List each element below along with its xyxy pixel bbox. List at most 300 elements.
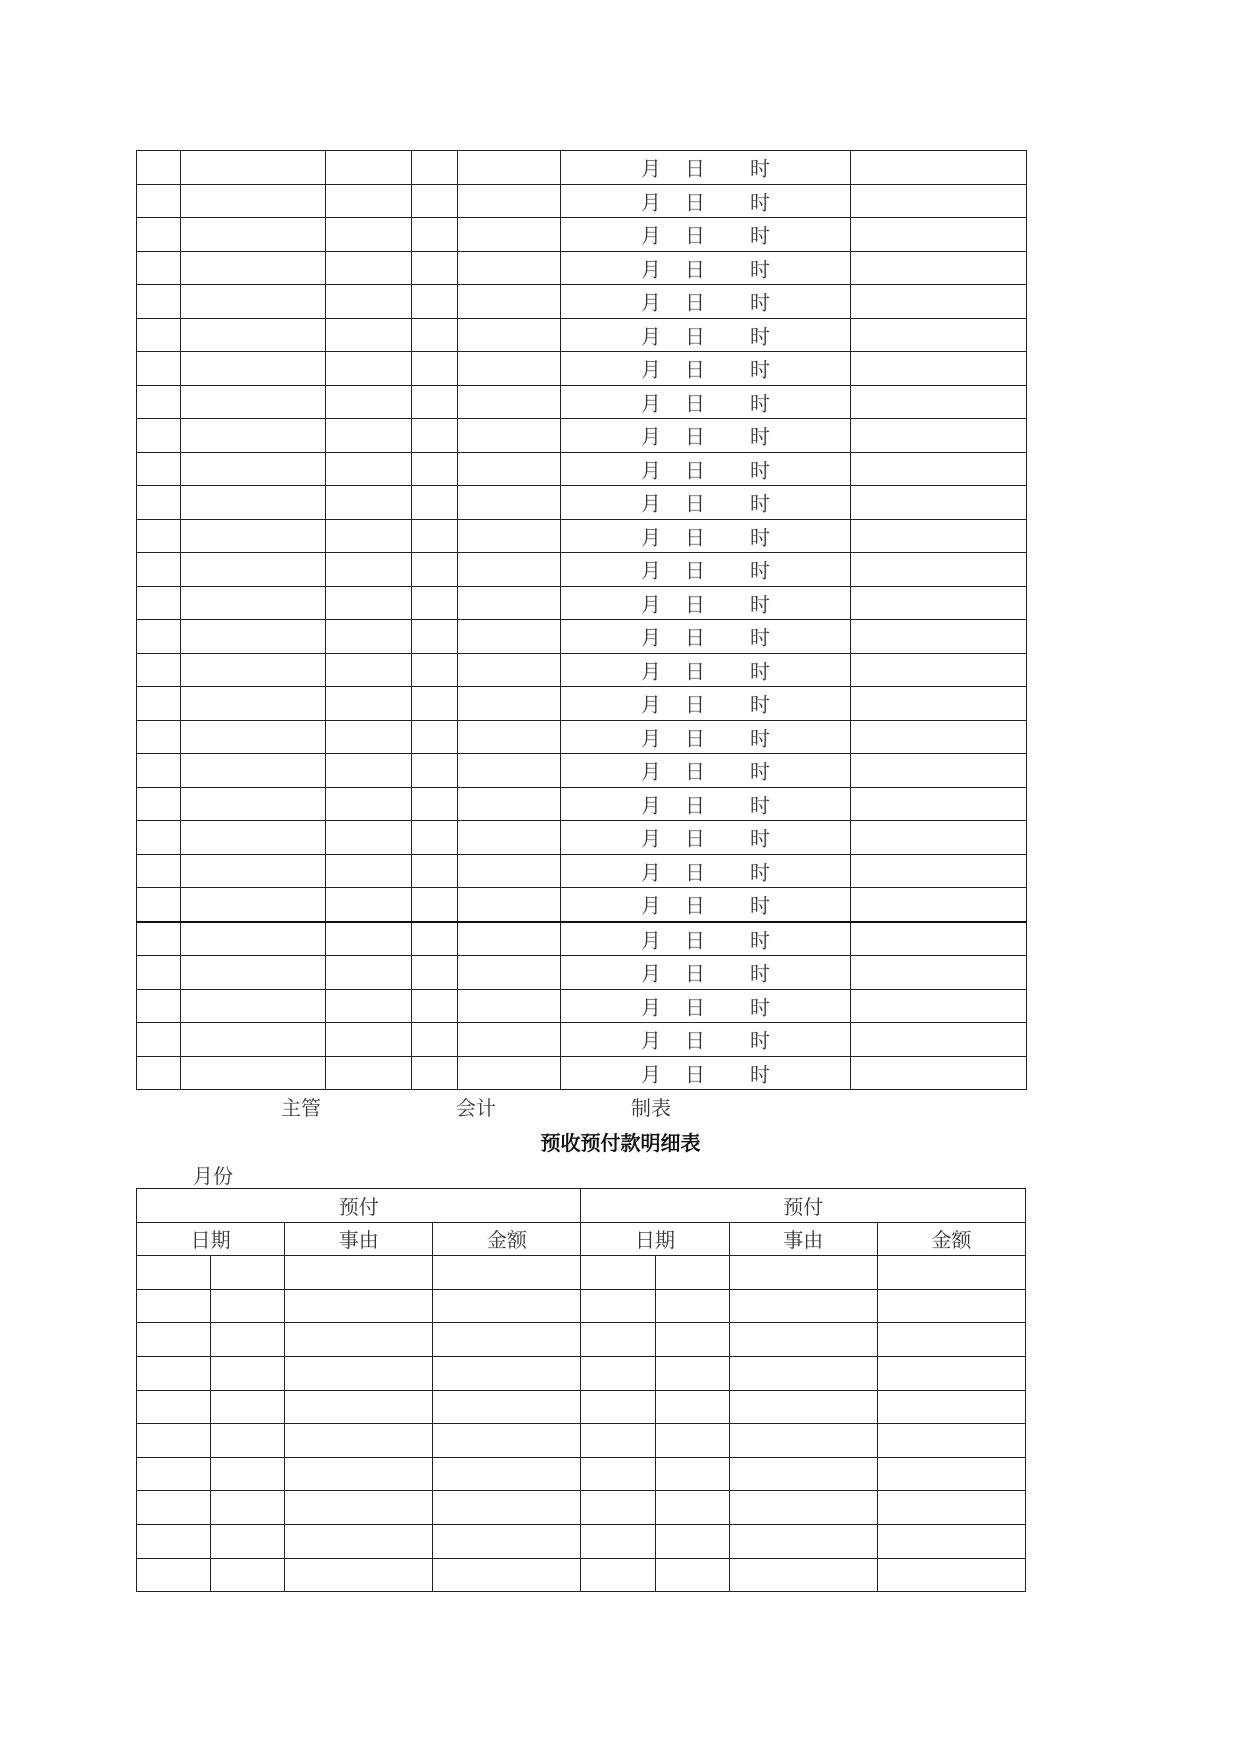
column-header: 事由	[729, 1222, 877, 1256]
page-title: 预收预付款明细表	[540, 1131, 701, 1155]
table-cell	[412, 419, 458, 453]
table-cell	[326, 1056, 412, 1090]
table-cell	[458, 620, 561, 654]
day-char: 日	[685, 525, 705, 550]
table-cell	[877, 1558, 1025, 1592]
table-row	[137, 553, 1027, 587]
table-cell	[851, 419, 1027, 453]
table-row	[137, 888, 1027, 922]
table-cell	[137, 1457, 211, 1491]
table-cell	[137, 1491, 211, 1525]
day-char: 日	[685, 659, 705, 684]
table-cell	[851, 586, 1027, 620]
datetime-cell	[561, 687, 851, 721]
table-cell	[412, 586, 458, 620]
table-cell	[851, 553, 1027, 587]
hour-char: 时	[750, 860, 770, 885]
table-cell	[458, 318, 561, 352]
table-cell	[326, 486, 412, 520]
table-cell	[851, 452, 1027, 486]
table-cell	[181, 787, 326, 821]
datetime-cell	[561, 184, 851, 218]
month-char: 月	[641, 290, 661, 315]
table-cell	[181, 486, 326, 520]
table-cell	[181, 385, 326, 419]
table-cell	[458, 787, 561, 821]
table-cell	[137, 218, 181, 252]
table-cell	[851, 352, 1027, 386]
table-cell	[877, 1457, 1025, 1491]
table-row	[137, 519, 1027, 553]
hour-char: 时	[750, 458, 770, 483]
table-cell	[412, 1023, 458, 1057]
table-cell	[181, 956, 326, 990]
table-cell	[851, 318, 1027, 352]
month-char: 月	[641, 961, 661, 986]
table-cell	[285, 1256, 433, 1290]
day-char: 日	[685, 961, 705, 986]
table-cell	[458, 687, 561, 721]
table-cell	[851, 1023, 1027, 1057]
table-cell	[285, 1524, 433, 1558]
table-cell	[326, 854, 412, 888]
table-cell	[181, 989, 326, 1023]
table-row	[137, 452, 1027, 486]
hour-char: 时	[750, 525, 770, 550]
column-header: 事由	[285, 1222, 433, 1256]
table-cell	[412, 720, 458, 754]
group-header-row	[137, 1189, 1026, 1223]
table-row	[137, 218, 1027, 252]
day-char: 日	[685, 759, 705, 784]
datetime-cell	[561, 620, 851, 654]
table-cell	[181, 620, 326, 654]
table-cell	[412, 653, 458, 687]
table-cell	[581, 1491, 655, 1525]
table-row	[137, 1256, 1026, 1290]
table-cell	[458, 452, 561, 486]
day-char: 日	[685, 995, 705, 1020]
table-row	[137, 1424, 1026, 1458]
table-cell	[458, 956, 561, 990]
table-cell	[458, 854, 561, 888]
table-cell	[181, 922, 326, 956]
table-cell	[458, 553, 561, 587]
table-cell	[458, 586, 561, 620]
day-char: 日	[685, 592, 705, 617]
table-cell	[326, 922, 412, 956]
table-cell	[326, 653, 412, 687]
datetime-cell	[561, 586, 851, 620]
table-cell	[877, 1390, 1025, 1424]
table-cell	[211, 1390, 285, 1424]
table-cell	[433, 1424, 581, 1458]
table-cell	[412, 754, 458, 788]
table-row	[137, 352, 1027, 386]
column-header-row	[137, 1222, 1026, 1256]
month-char: 月	[641, 156, 661, 181]
right-group-header: 预付	[581, 1189, 1026, 1223]
left-group-header: 预付	[137, 1189, 581, 1223]
prepay-table	[136, 1188, 1026, 1592]
table-row	[137, 854, 1027, 888]
table-cell	[137, 184, 181, 218]
table-cell	[851, 888, 1027, 922]
table-row	[137, 1558, 1026, 1592]
table-cell	[412, 151, 458, 185]
table-cell	[458, 653, 561, 687]
hour-char: 时	[750, 928, 770, 953]
datetime-cell	[561, 352, 851, 386]
table-cell	[181, 754, 326, 788]
table-cell	[326, 519, 412, 553]
datetime-cell	[561, 385, 851, 419]
table-cell	[181, 218, 326, 252]
day-char: 日	[685, 1062, 705, 1087]
table-cell	[851, 151, 1027, 185]
table-row	[137, 1056, 1027, 1090]
table-cell	[137, 285, 181, 319]
table-cell	[412, 385, 458, 419]
table-cell	[433, 1524, 581, 1558]
hour-char: 时	[750, 391, 770, 416]
table-cell	[655, 1424, 729, 1458]
table-cell	[412, 620, 458, 654]
table-cell	[458, 1023, 561, 1057]
hour-char: 时	[750, 223, 770, 248]
table-row	[137, 184, 1027, 218]
preparer-label: 制表	[631, 1096, 671, 1120]
table-cell	[458, 720, 561, 754]
month-char: 月	[641, 1062, 661, 1087]
hour-char: 时	[750, 726, 770, 751]
table-row	[137, 318, 1027, 352]
table-cell	[326, 754, 412, 788]
table-cell	[729, 1323, 877, 1357]
table-cell	[181, 251, 326, 285]
table-cell	[851, 285, 1027, 319]
table-cell	[137, 1558, 211, 1592]
hour-char: 时	[750, 826, 770, 851]
table-cell	[729, 1289, 877, 1323]
table-cell	[655, 1356, 729, 1390]
column-header: 金额	[433, 1222, 581, 1256]
table-cell	[211, 1424, 285, 1458]
table-cell	[285, 1390, 433, 1424]
hour-char: 时	[750, 357, 770, 382]
table-cell	[412, 251, 458, 285]
table-cell	[181, 1023, 326, 1057]
table-cell	[211, 1491, 285, 1525]
table-cell	[326, 184, 412, 218]
table-cell	[285, 1491, 433, 1525]
table-cell	[729, 1524, 877, 1558]
month-char: 月	[641, 692, 661, 717]
table-cell	[137, 922, 181, 956]
table-cell	[433, 1356, 581, 1390]
table-cell	[326, 1023, 412, 1057]
day-char: 日	[685, 190, 705, 215]
day-char: 日	[685, 860, 705, 885]
table-cell	[181, 318, 326, 352]
table-cell	[137, 1323, 211, 1357]
table-cell	[877, 1323, 1025, 1357]
table-cell	[326, 620, 412, 654]
table-cell	[458, 285, 561, 319]
datetime-cell	[561, 854, 851, 888]
table-cell	[137, 854, 181, 888]
table-cell	[211, 1457, 285, 1491]
table-cell	[137, 1023, 181, 1057]
datetime-cell	[561, 653, 851, 687]
hour-char: 时	[750, 995, 770, 1020]
table-cell	[877, 1524, 1025, 1558]
table-cell	[729, 1424, 877, 1458]
month-char: 月	[641, 793, 661, 818]
table-cell	[326, 553, 412, 587]
table-cell	[137, 653, 181, 687]
hour-char: 时	[750, 893, 770, 918]
table-cell	[851, 754, 1027, 788]
datetime-cell	[561, 251, 851, 285]
table-cell	[458, 184, 561, 218]
table-row	[137, 956, 1027, 990]
hour-char: 时	[750, 625, 770, 650]
day-char: 日	[685, 324, 705, 349]
hour-char: 时	[750, 692, 770, 717]
table-cell	[137, 419, 181, 453]
table-cell	[581, 1558, 655, 1592]
table-row	[137, 653, 1027, 687]
hour-char: 时	[750, 793, 770, 818]
table-cell	[211, 1356, 285, 1390]
day-char: 日	[685, 793, 705, 818]
hour-char: 时	[750, 190, 770, 215]
table-row	[137, 1023, 1027, 1057]
table-row	[137, 586, 1027, 620]
datetime-cell	[561, 452, 851, 486]
table-cell	[412, 1056, 458, 1090]
table-cell	[181, 720, 326, 754]
table-row	[137, 1524, 1026, 1558]
table-cell	[181, 553, 326, 587]
day-char: 日	[685, 826, 705, 851]
hour-char: 时	[750, 558, 770, 583]
table-cell	[211, 1558, 285, 1592]
month-char: 月	[641, 223, 661, 248]
day-char: 日	[685, 558, 705, 583]
table-cell	[326, 452, 412, 486]
table-cell	[458, 486, 561, 520]
table-cell	[433, 1558, 581, 1592]
table-cell	[851, 720, 1027, 754]
table-cell	[851, 956, 1027, 990]
table-cell	[326, 787, 412, 821]
month-char: 月	[641, 826, 661, 851]
table-cell	[137, 452, 181, 486]
column-header: 金额	[877, 1222, 1025, 1256]
accountant-label: 会计	[456, 1096, 496, 1120]
month-char: 月	[641, 659, 661, 684]
table-cell	[729, 1457, 877, 1491]
table-cell	[412, 184, 458, 218]
table-row	[137, 285, 1027, 319]
table-row	[137, 989, 1027, 1023]
table-cell	[326, 687, 412, 721]
table-cell	[211, 1524, 285, 1558]
month-char: 月	[641, 324, 661, 349]
month-char: 月	[641, 893, 661, 918]
day-char: 日	[685, 290, 705, 315]
hour-char: 时	[750, 659, 770, 684]
datetime-cell	[561, 318, 851, 352]
table-cell	[581, 1457, 655, 1491]
datetime-cell	[561, 285, 851, 319]
table-cell	[458, 251, 561, 285]
table-cell	[326, 720, 412, 754]
table-cell	[433, 1256, 581, 1290]
table-cell	[581, 1356, 655, 1390]
table-cell	[851, 687, 1027, 721]
month-char: 月	[641, 257, 661, 282]
table-cell	[137, 586, 181, 620]
table-cell	[137, 687, 181, 721]
day-char: 日	[685, 424, 705, 449]
table-cell	[285, 1289, 433, 1323]
table-cell	[137, 787, 181, 821]
table-cell	[326, 956, 412, 990]
table-cell	[181, 151, 326, 185]
table-cell	[137, 754, 181, 788]
day-char: 日	[685, 625, 705, 650]
table-cell	[433, 1390, 581, 1424]
day-char: 日	[685, 1028, 705, 1053]
table-cell	[326, 385, 412, 419]
table-cell	[211, 1289, 285, 1323]
table-cell	[655, 1558, 729, 1592]
table-cell	[412, 821, 458, 855]
table-row	[137, 787, 1027, 821]
hour-char: 时	[750, 156, 770, 181]
table-cell	[412, 519, 458, 553]
table-cell	[326, 151, 412, 185]
hour-char: 时	[750, 961, 770, 986]
table-cell	[851, 989, 1027, 1023]
day-char: 日	[685, 726, 705, 751]
table-cell	[137, 1256, 211, 1290]
table-cell	[137, 956, 181, 990]
table-cell	[655, 1390, 729, 1424]
table-cell	[137, 151, 181, 185]
table-cell	[458, 519, 561, 553]
table-cell	[581, 1390, 655, 1424]
table-cell	[211, 1323, 285, 1357]
table-cell	[285, 1323, 433, 1357]
hour-char: 时	[750, 1062, 770, 1087]
table-cell	[655, 1457, 729, 1491]
datetime-cell	[561, 151, 851, 185]
hour-char: 时	[750, 324, 770, 349]
table-cell	[137, 821, 181, 855]
table-cell	[412, 854, 458, 888]
table-cell	[412, 787, 458, 821]
table-cell	[137, 888, 181, 922]
log-table	[136, 150, 1027, 1090]
datetime-cell	[561, 922, 851, 956]
month-char: 月	[641, 1028, 661, 1053]
table-row	[137, 419, 1027, 453]
table-cell	[285, 1424, 433, 1458]
datetime-cell	[561, 1056, 851, 1090]
hour-char: 时	[750, 759, 770, 784]
table-cell	[326, 989, 412, 1023]
table-cell	[851, 486, 1027, 520]
table-cell	[851, 519, 1027, 553]
table-cell	[137, 1390, 211, 1424]
table-cell	[851, 184, 1027, 218]
table-cell	[877, 1289, 1025, 1323]
month-char: 月	[641, 860, 661, 885]
table-cell	[581, 1524, 655, 1558]
datetime-cell	[561, 989, 851, 1023]
table-cell	[458, 385, 561, 419]
month-char: 月	[641, 995, 661, 1020]
table-cell	[729, 1390, 877, 1424]
table-cell	[655, 1256, 729, 1290]
table-cell	[181, 419, 326, 453]
table-cell	[137, 318, 181, 352]
table-cell	[412, 888, 458, 922]
table-cell	[326, 218, 412, 252]
table-cell	[851, 787, 1027, 821]
table-cell	[877, 1424, 1025, 1458]
datetime-cell	[561, 821, 851, 855]
datetime-cell	[561, 218, 851, 252]
table-cell	[581, 1256, 655, 1290]
table-cell	[729, 1491, 877, 1525]
table-cell	[137, 1056, 181, 1090]
table-cell	[137, 720, 181, 754]
table-cell	[285, 1558, 433, 1592]
table-cell	[458, 1056, 561, 1090]
table-cell	[326, 285, 412, 319]
day-char: 日	[685, 391, 705, 416]
table-cell	[181, 519, 326, 553]
column-header: 日期	[581, 1222, 729, 1256]
table-row	[137, 720, 1027, 754]
table-cell	[458, 754, 561, 788]
hour-char: 时	[750, 491, 770, 516]
table-row	[137, 922, 1027, 956]
datetime-cell	[561, 419, 851, 453]
table-cell	[412, 989, 458, 1023]
table-row	[137, 151, 1027, 185]
table-cell	[877, 1356, 1025, 1390]
table-cell	[412, 553, 458, 587]
datetime-cell	[561, 1023, 851, 1057]
supervisor-label: 主管	[281, 1096, 321, 1120]
table-cell	[877, 1491, 1025, 1525]
table-row	[137, 251, 1027, 285]
table-cell	[458, 218, 561, 252]
table-cell	[458, 352, 561, 386]
table-cell	[412, 285, 458, 319]
table-row	[137, 754, 1027, 788]
table-cell	[412, 352, 458, 386]
table-cell	[851, 854, 1027, 888]
table-cell	[851, 922, 1027, 956]
datetime-cell	[561, 888, 851, 922]
